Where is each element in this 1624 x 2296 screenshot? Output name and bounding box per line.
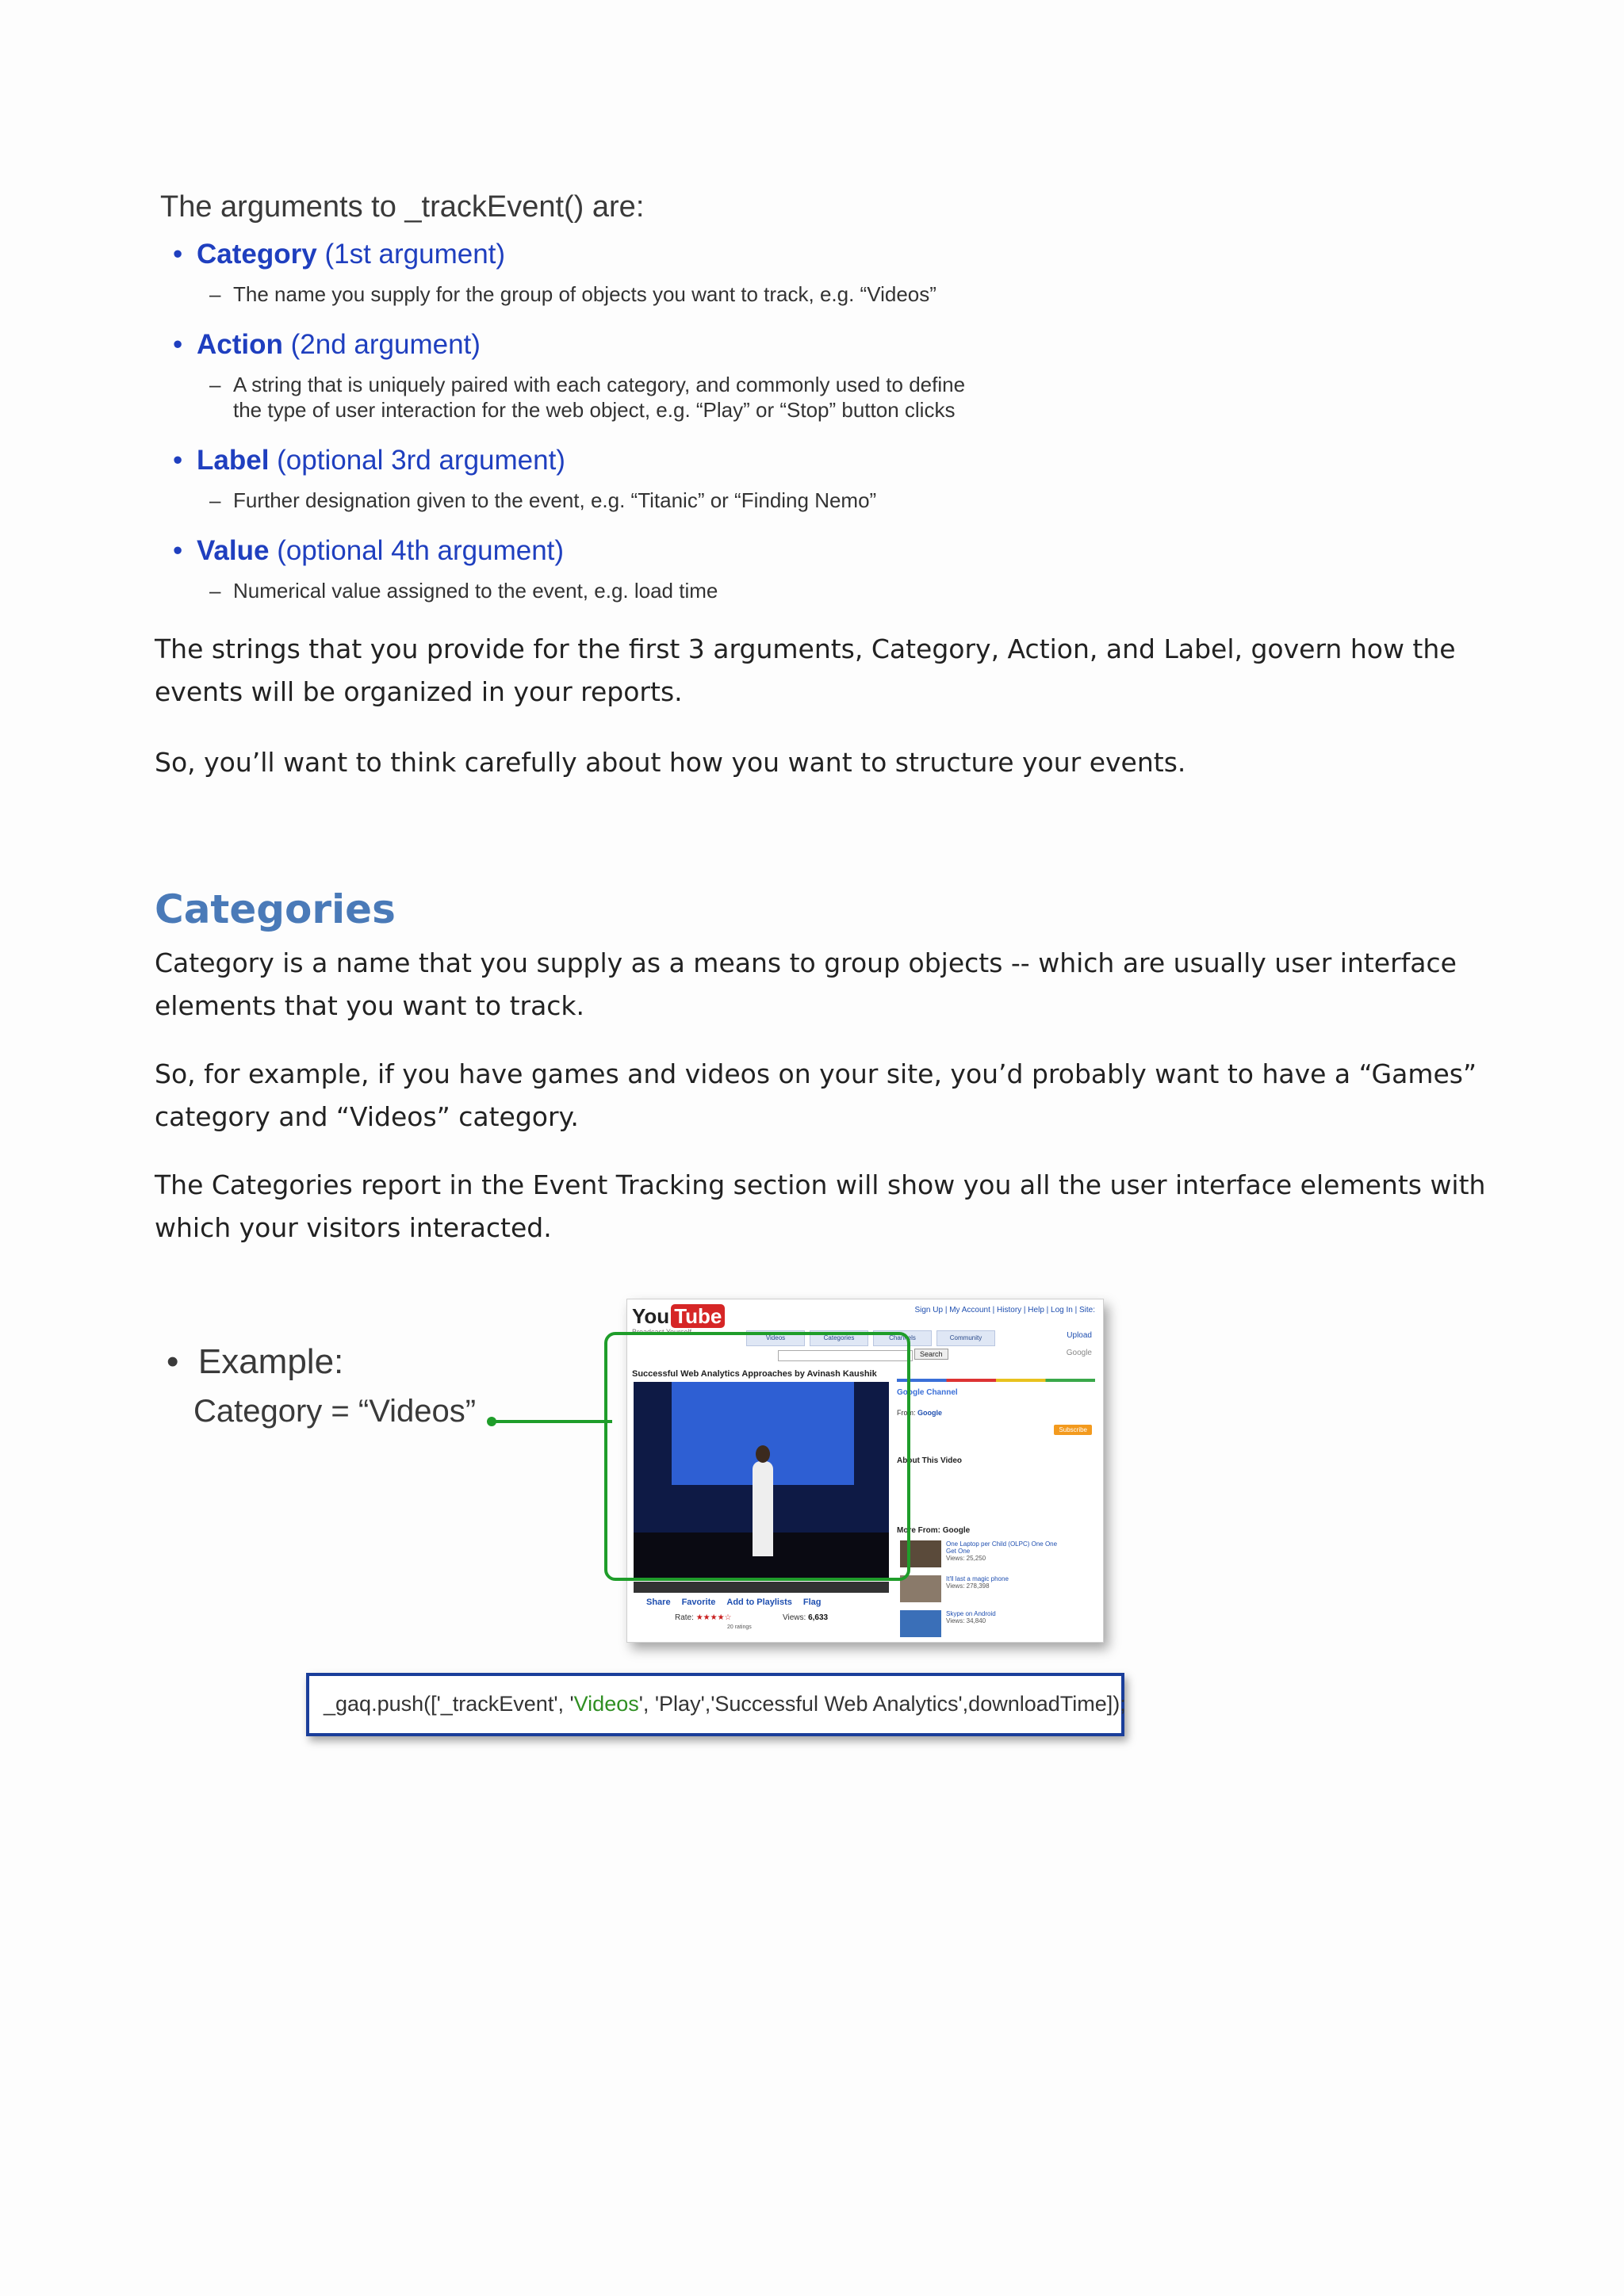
paragraph-strings: The strings that you provide for the first 3 arguments, Category, Action, and Label, govern how the events will be organized in your reports. (155, 633, 1456, 707)
example-label: • Example: (167, 1342, 344, 1381)
tab-videos: Videos (746, 1330, 805, 1346)
star-icon: ★★★★☆ (695, 1613, 732, 1622)
bullet-icon: • (173, 535, 183, 566)
flag-link: Flag (802, 1598, 822, 1607)
top-links: Sign Up | My Account | History | Help | Log In | Site: (914, 1306, 1095, 1314)
about-heading: About This Video (897, 1456, 963, 1465)
channel-name: Google Channel (897, 1388, 958, 1397)
related-thumbnail (900, 1575, 941, 1602)
section-heading-categories: Categories (155, 886, 396, 932)
related-video: Skype on Android Views: 34,840 (946, 1610, 996, 1624)
code-line: _gaq.push(['_trackEvent', 'Videos', 'Play','Successful Web Analytics',downloadTime]); (324, 1692, 1126, 1716)
dash-icon: – (209, 282, 221, 306)
tab-community: Community (936, 1330, 995, 1346)
youtube-logo: You Tube (632, 1304, 725, 1329)
related-video: It'll last a magic phone Views: 278,398 (946, 1575, 1009, 1590)
argument-value (160, 535, 1191, 603)
connector-line (485, 1414, 612, 1429)
arguments-intro: The arguments to _trackEvent() are: (160, 190, 645, 224)
argument-heading: • Value (optional 4th argument) (173, 535, 565, 566)
paragraph-category-definition: Category is a name that you supply as a means to group objects -- which are usually user interface elements that you want to track. (155, 947, 1457, 1021)
channel-from: From: Google (897, 1409, 943, 1417)
dash-icon: – (209, 579, 221, 603)
powered-by-google: Google (1066, 1349, 1092, 1357)
argument-action (160, 329, 1191, 423)
paragraph-structure: So, you’ll want to think carefully about how you want to structure your events. (155, 747, 1186, 778)
tab-categories: Categories (810, 1330, 868, 1346)
video-highlight-box (604, 1332, 910, 1581)
search-button: Search (914, 1349, 948, 1360)
video-views: Views: 6,633 (783, 1613, 829, 1622)
dash-icon: – (209, 373, 221, 396)
upload-link: Upload (1067, 1331, 1092, 1340)
related-thumbnail (900, 1610, 941, 1637)
argument-heading: • Category (1st argument) (173, 239, 506, 270)
argument-heading: • Label (optional 3rd argument) (173, 445, 565, 476)
dash-icon: – (209, 488, 221, 512)
bullet-icon: • (173, 239, 183, 270)
bullet-icon: • (173, 445, 183, 476)
video-rating: Rate: ★★★★☆ (675, 1613, 732, 1622)
share-link: Share (646, 1598, 671, 1607)
bullet-icon: • (173, 329, 183, 360)
more-from-heading: More From: Google (897, 1526, 971, 1535)
argument-heading: • Action (2nd argument) (173, 329, 481, 360)
argument-label (160, 445, 1191, 513)
paragraph-categories-report: The Categories report in the Event Tracking section will show you all the user interface elements with which your visitors interacted. (155, 1169, 1486, 1243)
argument-description: – A string that is uniquely paired with each category, and commonly used to define the type of user interaction for the web object, e.g. “Play” or “Stop” button clicks (209, 373, 966, 422)
ratings-count: 20 ratings (727, 1624, 752, 1630)
argument-description: – Further designation given to the event, e.g. “Titanic” or “Finding Nemo” (209, 488, 877, 512)
argument-description: – The name you supply for the group of objects you want to track, e.g. “Videos” (209, 282, 936, 306)
related-video: One Laptop per Child (OLPC) One One Get One Views: 25,250 (946, 1540, 1058, 1562)
code-category-highlight: Videos (573, 1692, 639, 1716)
subscribe-button: Subscribe (1054, 1425, 1092, 1435)
video-actions (646, 1598, 833, 1607)
bullet-icon: • (167, 1342, 179, 1381)
youtube-tagline: Broadcast Yourself (632, 1328, 692, 1336)
argument-category (160, 239, 1191, 307)
code-example (306, 1673, 1124, 1736)
favorite-link: Favorite (681, 1598, 716, 1607)
add-to-playlists-link: Add to Playlists (726, 1598, 792, 1607)
video-controls (634, 1582, 889, 1593)
paragraph-category-example: So, for example, if you have games and videos on your site, you’d probably want to have a “Games” category and “Videos” category. (155, 1058, 1477, 1132)
video-title: Successful Web Analytics Approaches by Avinash Kaushik (632, 1369, 877, 1379)
argument-description: – Numerical value assigned to the event, e.g. load time (209, 579, 718, 603)
track-event-arguments (160, 190, 1191, 626)
example-category: Category = “Videos” (193, 1394, 477, 1429)
google-colorbar (897, 1379, 1095, 1382)
tab-channels: Channels (873, 1330, 932, 1346)
